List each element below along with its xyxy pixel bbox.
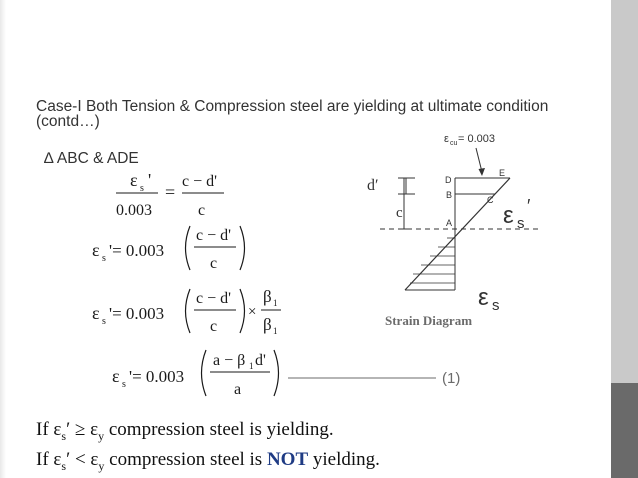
statement-yielding — [36, 419, 334, 444]
equation-4 — [112, 350, 460, 398]
ecu-label: ε — [444, 133, 449, 145]
eq3-beta-num-sub: 1 — [273, 298, 278, 308]
point-e: E — [499, 168, 506, 178]
eq1-epsilon: ε — [130, 170, 138, 190]
stmt1-sub-s: s — [61, 428, 67, 443]
eq4-num-sub: 1 — [249, 361, 254, 371]
eq3-coefficient: '= 0.003 — [109, 304, 165, 323]
stmt2-end: yielding. — [308, 449, 380, 470]
stmt1-prefix: If ε — [36, 419, 62, 440]
ecu-value: = 0.003 — [458, 133, 496, 145]
eq1-equals: = — [165, 182, 176, 202]
eq1-prime: ' — [148, 170, 152, 190]
es-epsilon: ε — [478, 284, 489, 311]
equation-1 — [116, 170, 224, 219]
equation-3 — [92, 287, 281, 336]
stmt2-before-not: compression steel is — [104, 449, 267, 470]
eq3-times: × — [248, 304, 257, 320]
stmt2-mid: ′ < ε — [66, 449, 99, 470]
eq4-tag: (1) — [442, 370, 461, 387]
point-d: D — [445, 175, 452, 185]
eq2-sub-s: s — [102, 253, 106, 264]
similar-triangles-label: ∆ ABC & ADE — [44, 150, 139, 167]
equation-2 — [92, 226, 245, 272]
ecu-sub: cu — [450, 140, 458, 147]
eq2-den: c — [210, 255, 218, 272]
point-c: C — [487, 195, 494, 205]
eq4-coefficient: '= 0.003 — [129, 367, 185, 386]
d-prime-label: d′ — [367, 177, 379, 194]
eq1-right-num: c − d' — [182, 173, 218, 190]
point-b: B — [446, 190, 453, 200]
eq2-epsilon: ε — [92, 240, 100, 260]
eq2-num: c − d' — [196, 227, 232, 244]
eq3-beta-den: β — [263, 315, 272, 334]
eq3-left-paren — [186, 289, 191, 333]
stmt2-sub-y: y — [98, 458, 105, 473]
eq1-left-den: 0.003 — [116, 202, 152, 219]
es-prime-sub: s — [517, 215, 525, 232]
es-prime-epsilon: ε — [503, 202, 514, 229]
eq4-right-paren — [274, 350, 279, 396]
stmt2-not-emphasis: NOT — [266, 449, 309, 470]
eq3-right-paren — [240, 289, 245, 333]
eq4-den: a — [234, 381, 242, 398]
strain-diagram — [367, 133, 540, 328]
eq3-epsilon: ε — [92, 303, 100, 323]
eq3-sub-s: s — [102, 316, 106, 327]
stmt2-sub-s: s — [61, 458, 67, 473]
stmt2-prefix: If ε — [36, 449, 62, 470]
point-a: A — [446, 218, 453, 228]
stmt1-mid: ′ ≥ ε — [66, 419, 99, 440]
eq3-beta-num: β — [263, 287, 272, 306]
ecu-arrow — [476, 148, 482, 172]
eq2-coefficient: '= 0.003 — [109, 241, 165, 260]
eq4-left-paren — [202, 350, 207, 396]
stmt1-sub-y: y — [98, 428, 105, 443]
diagram-caption: Strain Diagram — [385, 313, 473, 328]
eq2-right-paren — [240, 226, 245, 270]
strain-profile-line — [405, 178, 510, 290]
c-label: c — [396, 205, 403, 221]
slide-heading: Case-I Both Tension & Compression steel are yielding at ultimate condition (contd…) — [36, 98, 549, 130]
es-sub: s — [492, 297, 500, 314]
eq3-beta-den-sub: 1 — [273, 326, 278, 336]
eq4-num-d: d' — [255, 352, 266, 369]
eq4-num-a: a − β — [213, 352, 246, 369]
statement-not-yielding — [36, 449, 380, 474]
eq3-den: c — [210, 318, 218, 335]
eq1-sub-s: s — [140, 183, 144, 194]
es-prime-mark: ′ — [527, 196, 531, 216]
eq4-sub-s: s — [122, 379, 126, 390]
ecu-arrowhead — [479, 168, 486, 176]
eq4-epsilon: ε — [112, 366, 120, 386]
eq1-right-den: c — [198, 202, 206, 219]
eq2-left-paren — [186, 226, 191, 270]
eq3-num: c − d' — [196, 290, 232, 307]
stmt1-suffix: compression steel is yielding. — [104, 419, 334, 440]
